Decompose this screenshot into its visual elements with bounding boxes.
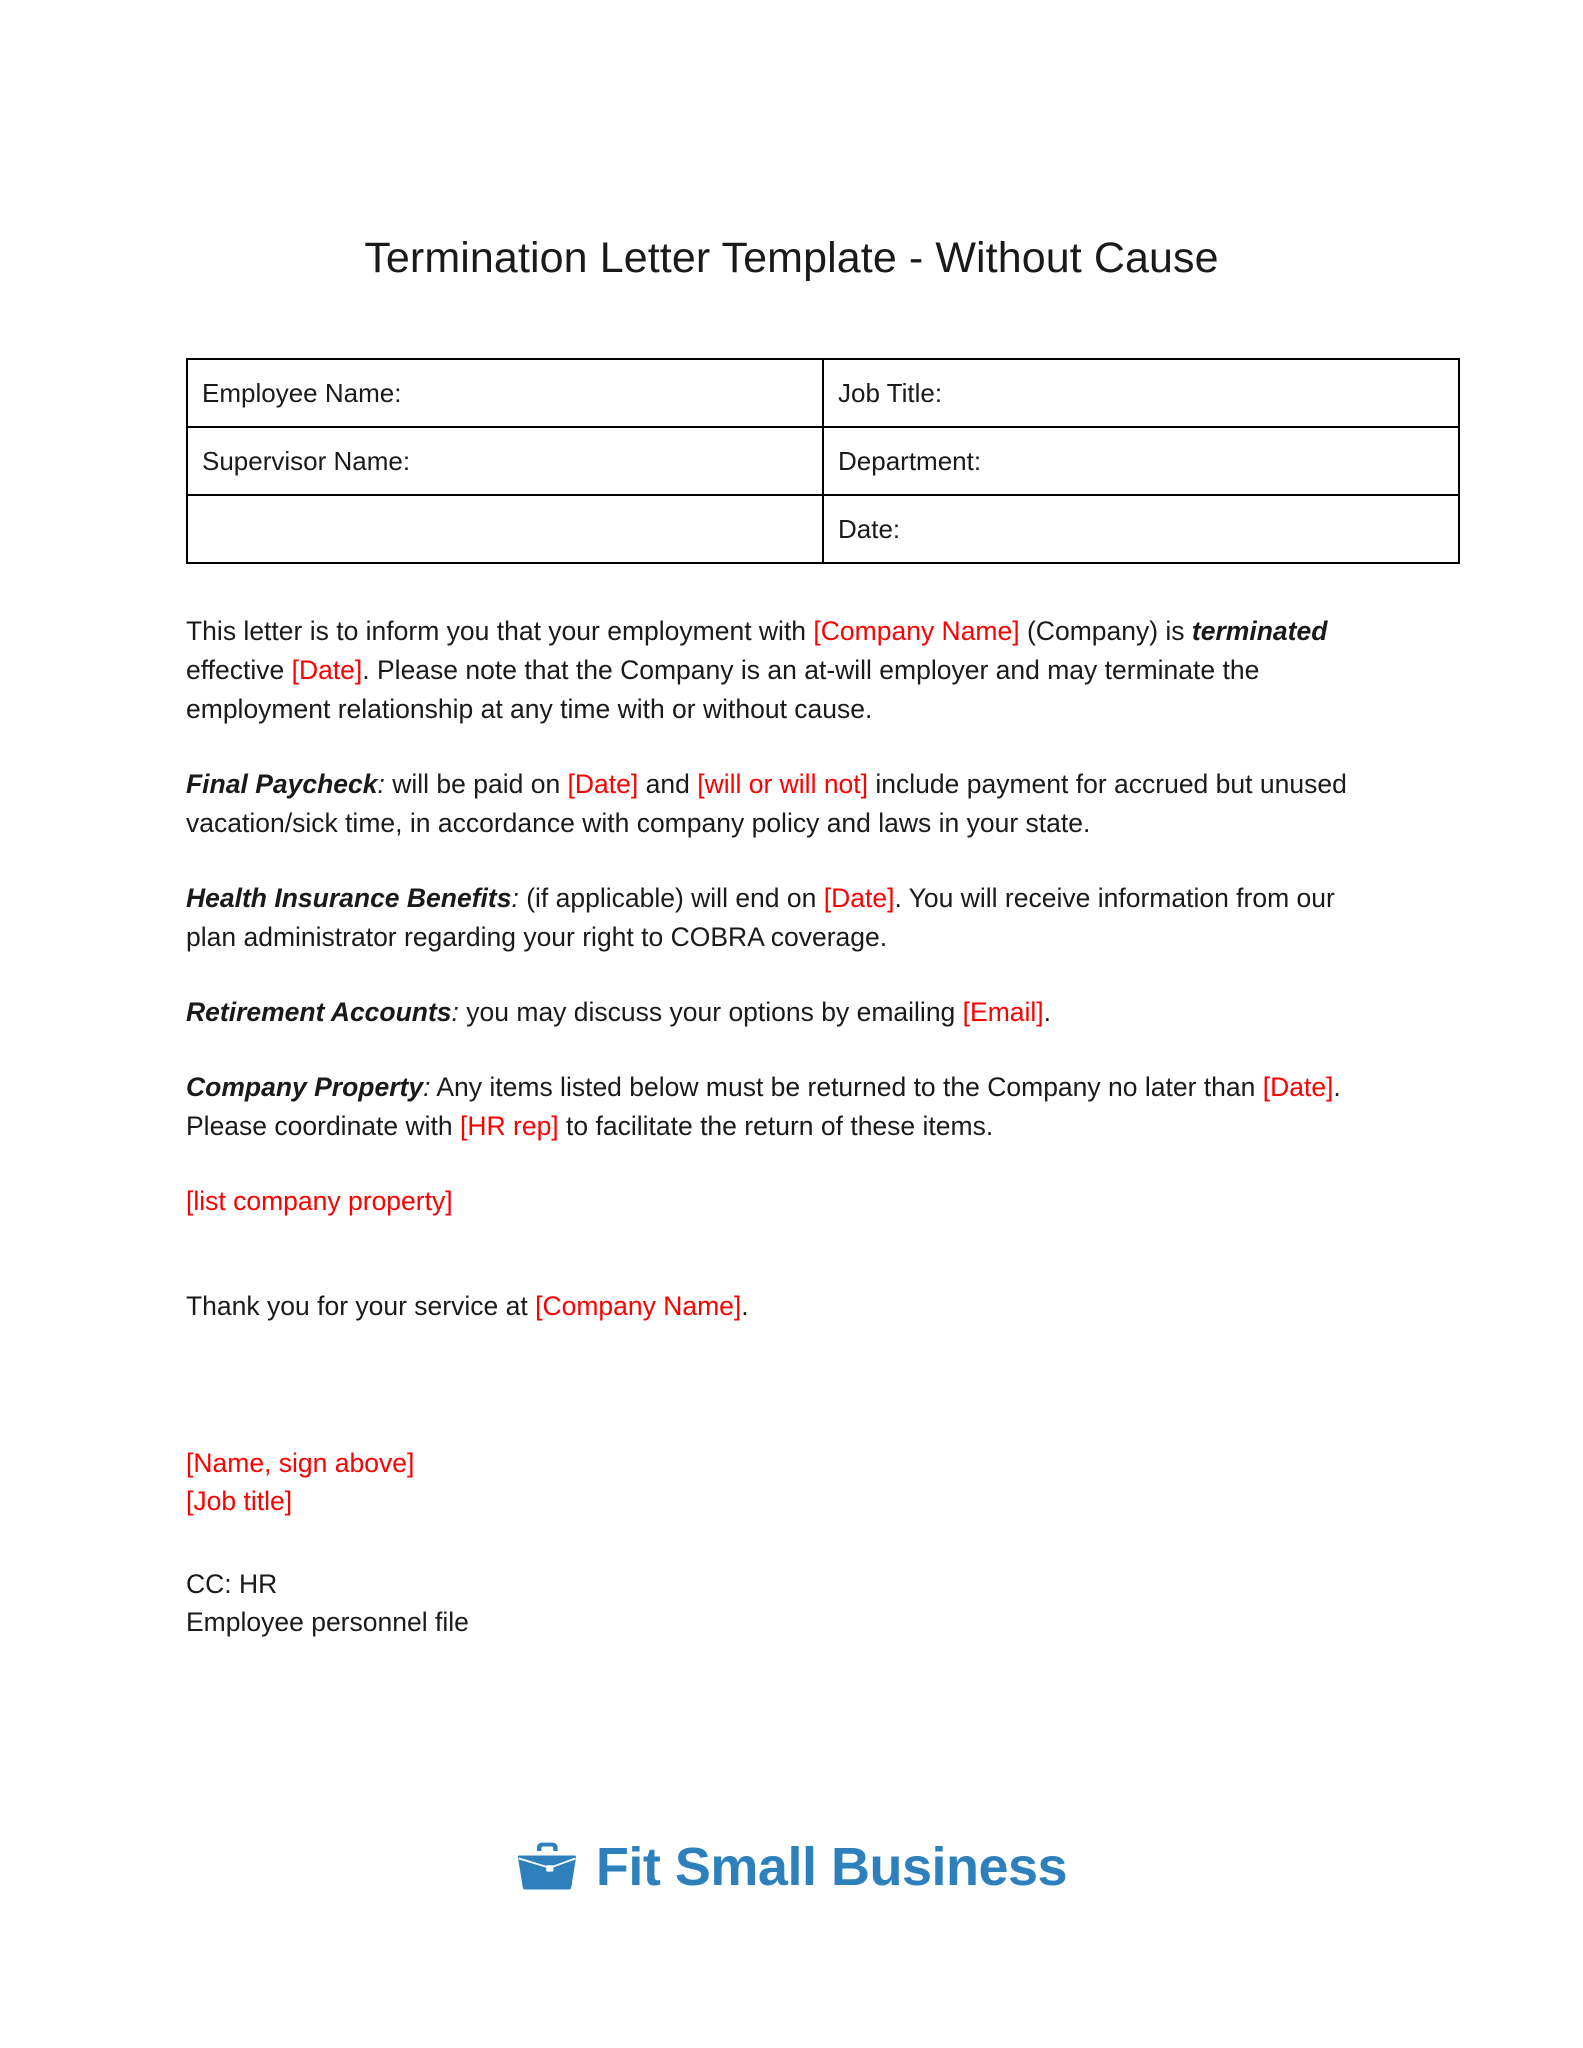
intro-text-4: . Please note that the Company is an at-will employer and may terminate the employment relationship at any time with or without cause. <box>186 655 1260 724</box>
intro-text-1: This letter is to inform you that your employment with <box>186 616 814 646</box>
letter-body <box>186 612 1386 1326</box>
final-paycheck-colon: : <box>377 769 385 799</box>
final-paycheck-text-3: include payment for accrued but unused vacation/sick time, in accordance with company policy and laws in your state. <box>186 769 1347 838</box>
intro-text-2: (Company) is <box>1019 616 1192 646</box>
fit-small-business-logo <box>0 1838 1583 1896</box>
paragraph-intro <box>186 612 1386 729</box>
placeholder-paycheck-date[interactable]: [Date] <box>567 769 639 799</box>
date-cell[interactable]: Date: <box>823 495 1459 563</box>
placeholder-hr-rep[interactable]: [HR rep] <box>460 1111 559 1141</box>
intro-bold-terminated: terminated <box>1191 616 1328 646</box>
placeholder-email[interactable]: [Email] <box>962 997 1044 1027</box>
placeholder-date-effective[interactable]: [Date] <box>291 655 363 685</box>
company-property-heading: Company Property <box>186 1072 424 1102</box>
final-paycheck-heading: Final Paycheck <box>186 769 378 799</box>
placeholder-will-or-will-not[interactable]: [will or will not] <box>697 769 869 799</box>
table-row <box>187 495 1459 563</box>
placeholder-return-date[interactable]: [Date] <box>1262 1072 1334 1102</box>
paragraph-health-insurance <box>186 879 1386 957</box>
health-insurance-text-2: . You will receive information from our plan administrator regarding your right to COBRA coverage. <box>186 883 1335 952</box>
paragraph-final-paycheck <box>186 765 1386 843</box>
placeholder-company-name-closing[interactable]: [Company Name] <box>535 1291 742 1321</box>
placeholder-company-name[interactable]: [Company Name] <box>813 616 1020 646</box>
briefcase-icon <box>516 1838 578 1896</box>
company-property-text-3: to facilitate the return of these items. <box>558 1111 994 1141</box>
placeholder-signer-job-title[interactable]: [Job title] <box>186 1486 293 1516</box>
intro-text-3: effective <box>186 655 292 685</box>
health-insurance-colon: : <box>511 883 519 913</box>
supervisor-name-cell[interactable]: Supervisor Name: <box>187 427 823 495</box>
placeholder-insurance-end-date[interactable]: [Date] <box>823 883 895 913</box>
cc-line-hr: CC: HR <box>186 1569 278 1599</box>
paragraph-thanks <box>186 1287 1386 1326</box>
placeholder-signer-name[interactable]: [Name, sign above] <box>186 1448 415 1478</box>
retirement-text-1: you may discuss your options by emailing <box>458 997 963 1027</box>
page-title: Termination Letter Template - Without Cause <box>364 234 1219 282</box>
placeholder-company-property-list[interactable]: [list company property] <box>186 1186 453 1216</box>
signature-block <box>186 1444 414 1520</box>
health-insurance-heading: Health Insurance Benefits <box>186 883 512 913</box>
retirement-text-2: . <box>1043 997 1052 1027</box>
paragraph-company-property <box>186 1068 1386 1146</box>
department-cell[interactable]: Department: <box>823 427 1459 495</box>
job-title-cell[interactable]: Job Title: <box>823 359 1459 427</box>
table-row <box>187 359 1459 427</box>
final-paycheck-text-1: will be paid on <box>384 769 568 799</box>
company-property-text-2: . Please coordinate with <box>186 1072 1341 1141</box>
company-property-colon: : <box>423 1072 431 1102</box>
health-insurance-text-1: (if applicable) will end on <box>518 883 824 913</box>
empty-cell[interactable] <box>187 495 823 563</box>
thanks-text-1: Thank you for your service at <box>186 1291 536 1321</box>
final-paycheck-text-2: and <box>638 769 698 799</box>
thanks-text-2: . <box>741 1291 749 1321</box>
company-property-text-1: Any items listed below must be returned to the Company no later than <box>430 1072 1263 1102</box>
paragraph-retirement-accounts <box>186 993 1386 1032</box>
cc-block <box>186 1565 469 1641</box>
cc-line-personnel-file: Employee personnel file <box>186 1607 469 1637</box>
retirement-heading: Retirement Accounts <box>186 997 452 1027</box>
employee-info-table <box>186 358 1460 564</box>
table-row <box>187 427 1459 495</box>
logo-wordmark: Fit Small Business <box>595 1837 1068 1897</box>
employee-name-cell[interactable]: Employee Name: <box>187 359 823 427</box>
retirement-colon: : <box>451 997 459 1027</box>
